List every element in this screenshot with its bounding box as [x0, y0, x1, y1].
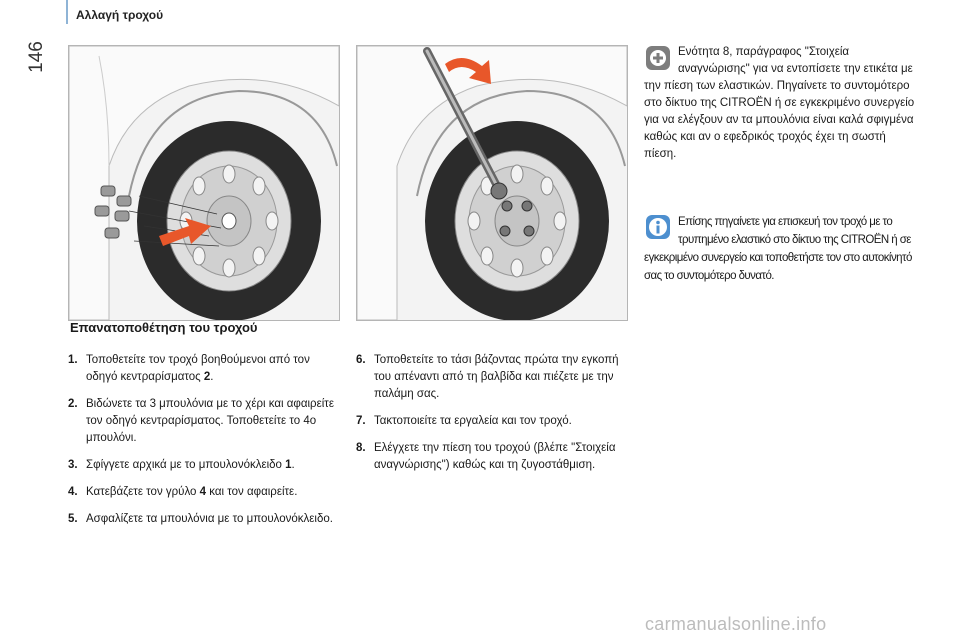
step-text: Βιδώνετε τα 3 μπουλόνια με το χέρι και αφαιρείτε τον οδηγό κεντραρίσματος. Τοποθετείτε το 4ο μπουλόνι. [86, 398, 334, 444]
page-number-label: 146 [26, 41, 47, 73]
watermark: carmanualsonline.info [645, 614, 827, 634]
page-number [22, 28, 52, 88]
steps-right-list [356, 352, 631, 484]
step-item [356, 413, 631, 430]
info-note [644, 213, 916, 285]
step-text: Ελέγχετε την πίεση του τροχού (βλέπε "Στοιχεία αναγνώρισης") καθώς και τη ζυγοστάθμιση. [374, 442, 616, 471]
step-item [68, 396, 343, 447]
header-rule [66, 0, 68, 24]
wheel-illustration-1 [69, 46, 339, 320]
step-item [356, 440, 631, 474]
step-suffix: . [210, 371, 214, 383]
section-title: Επανατοποθέτηση του τροχού [70, 320, 258, 335]
info-note-text: Επίσης πηγαίνετε για επισκευή τον τροχό με το τρυπημένο ελαστικό στο δίκτυο της CITROËN ή σε εγκεκριμένο συνεργείο και τοποθετήστε τον στο αυτοκίνητό σας το συντομότερο δυνατό. [644, 216, 912, 282]
plus-note-text: Ενότητα 8, παράγραφος "Στοιχεία αναγνώρισης" για να εντοπίσετε την ετικέτα με την πίεση των ελαστικών. Πηγαίνετε το συντομότερο στο δίκτυο της CITROËN ή σε εγκεκριμένο συνεργείο για να ελέγξουν αν τα μπουλόνια είναι καλά σφιγμένα καθώς και αν ο εφεδρικός τροχός έχει τη σωστή πίεση. [644, 46, 915, 160]
step-number: 4. [68, 486, 78, 498]
step-ref: 2 [203, 371, 211, 383]
plus-icon [646, 46, 670, 70]
step-item [68, 457, 343, 474]
wheel-illustration-2 [357, 46, 627, 320]
steps-left-list [68, 352, 343, 538]
step-number: 5. [68, 513, 78, 525]
step-item [68, 484, 343, 501]
step-suffix: και τον αφαιρείτε. [206, 486, 298, 498]
step-ref: 1 [285, 459, 292, 471]
plus-note [644, 44, 916, 163]
wheel-wrench-tightening-figure [356, 45, 628, 321]
step-item [68, 352, 343, 386]
step-ref: 4 [199, 486, 207, 498]
step-number: 1. [68, 354, 78, 366]
step-number: 7. [356, 415, 366, 427]
step-number: 2. [68, 398, 78, 410]
step-item [68, 511, 343, 528]
wheel-bolts-removal-figure [68, 45, 340, 321]
step-item [356, 352, 631, 403]
step-text: Ασφαλίζετε τα μπουλόνια με το μπουλονόκλειδο. [86, 513, 333, 525]
step-number: 8. [356, 442, 366, 454]
info-icon [646, 215, 670, 239]
step-text: Σφίγγετε αρχικά με το μπουλονόκλειδο [86, 459, 286, 471]
step-text: Τοποθετείτε το τάσι βάζοντας πρώτα την εγκοπή του απέναντι από τη βαλβίδα και πιέζετε με την παλάμη σας. [374, 354, 619, 400]
step-suffix: . [291, 459, 295, 471]
page-header-title: Αλλαγή τροχού [76, 8, 164, 22]
step-number: 6. [356, 354, 366, 366]
step-number: 3. [68, 459, 78, 471]
step-text: Τακτοποιείτε τα εργαλεία και τον τροχό. [374, 415, 572, 427]
step-text: Κατεβάζετε τον γρύλο [86, 486, 200, 498]
step-text: Τοποθετείτε τον τροχό βοηθούμενοι από τον οδηγό κεντραρίσματος [86, 354, 310, 383]
